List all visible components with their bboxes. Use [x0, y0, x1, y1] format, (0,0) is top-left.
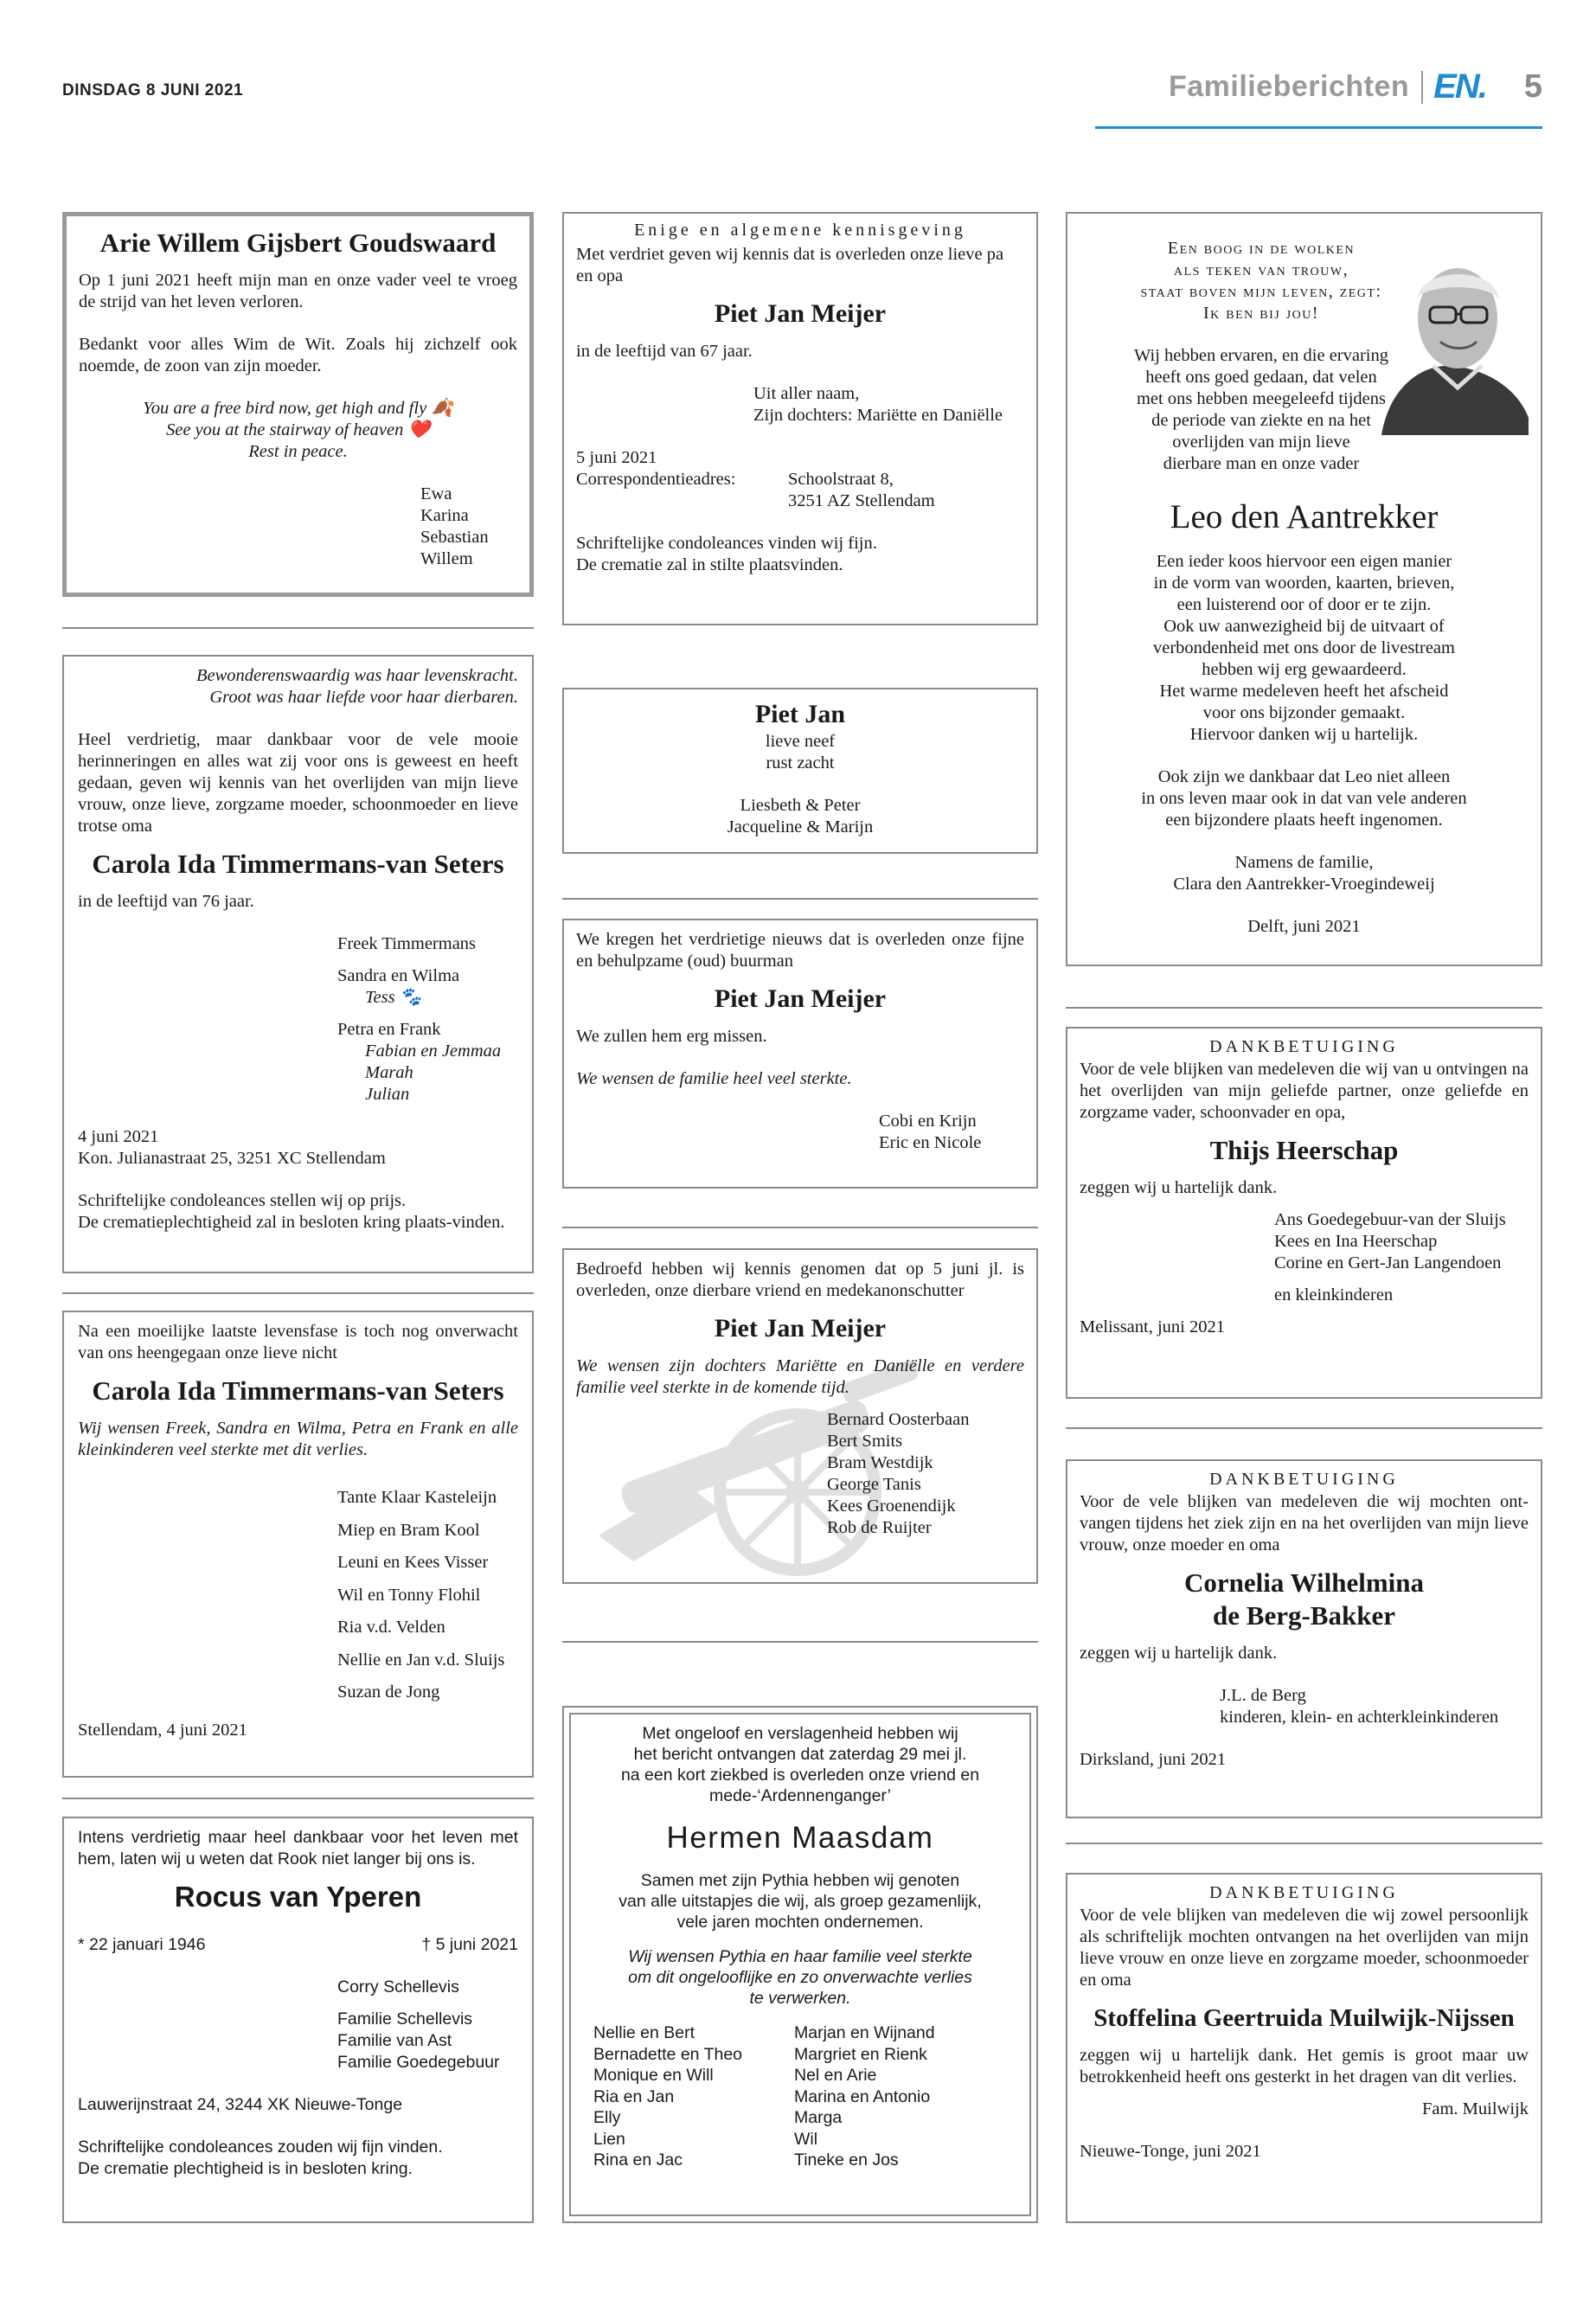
quote-line: You are a free bird now, get high and fly 🍂 — [143, 399, 453, 418]
wish-text: Wij wensen Freek, Sandra en Wilma, Petra en Frank en alle kleinkinderen veel sterkte met dit verlies. — [78, 1419, 518, 1459]
notice-text: in ons leven maar ook in dat van vele anderen — [1141, 789, 1467, 808]
notice-muilwijk — [1066, 1873, 1542, 2223]
motto-line: Bewonderenswaardig was haar levenskracht. — [196, 666, 518, 685]
signer: Familie Schellevis — [337, 2009, 473, 2029]
birth-date: * 22 januari 1946 — [78, 1935, 206, 1954]
signer: Namens de familie, — [1234, 853, 1374, 872]
notice-text: Een ieder koos hiervoor een eigen manier — [1156, 552, 1452, 571]
column-rule — [562, 1227, 1038, 1228]
signer: Wil — [794, 2129, 818, 2149]
signer: Familie van Ast — [337, 2031, 452, 2050]
signer: Sandra en Wilma — [337, 966, 460, 985]
signer: Lien — [593, 2129, 625, 2149]
signer: Marina en Antonio — [794, 2086, 931, 2106]
signer: kinderen, klein- en achterkleinkinderen — [1220, 1708, 1499, 1727]
signer: Freek Timmermans — [337, 934, 477, 953]
deceased-name: Stoffelina Geertruida Muilwijk-Nijssen — [1093, 2004, 1515, 2032]
signer: Corry Schellevis — [337, 1977, 459, 1997]
signer: Sebastian — [420, 528, 489, 547]
signer: Nel en Arie — [794, 2066, 877, 2085]
notice-timmermans-family — [62, 655, 534, 1273]
issue-date: DINSDAG 8 JUNI 2021 — [62, 81, 244, 99]
place-date: Dirksland, juni 2021 — [1080, 1750, 1227, 1769]
column-rule — [62, 1292, 534, 1294]
notice-text: zeggen wij u hartelijk dank. — [1080, 1178, 1278, 1197]
signer: Miep en Bram Kool — [337, 1520, 480, 1540]
notice-heading: Enige en algemene kennisgeving — [634, 221, 966, 240]
signer: Tante Klaar Kasteleijn — [337, 1488, 497, 1507]
notice-text: van alle uitstapjes die wij, als groep gezamenlijk, — [619, 1892, 982, 1911]
notice-text: De crematie zal in stilte plaatsvinden. — [576, 555, 843, 574]
signer: Ans Goedegebuur-van der Sluijs — [1274, 1210, 1506, 1229]
address: Lauwerijnstraat 24, 3244 XK Nieuwe-Tonge — [78, 2095, 403, 2114]
signer: Bert Smits — [827, 1432, 903, 1451]
notice-text: De crematie plechtigheid is in besloten kring. — [78, 2159, 413, 2178]
notice-text: in de vorm van woorden, kaarten, brieven, — [1153, 574, 1455, 593]
notice-heading: DANKBETUIGING — [1209, 1037, 1399, 1056]
notice-aantrekker — [1066, 212, 1542, 966]
notice-text: verbondenheid met ons door de livestream — [1153, 638, 1455, 657]
notice-text: lieve neef — [765, 732, 836, 751]
notice-text: Voor de vele blijken van medeleven die wij mochten ont-vangen tijdens het ziek zijn en na het overlijden van mijn lieve vrouw, onze moeder en oma — [1080, 1492, 1529, 1554]
section-title: Familieberichten — [1168, 70, 1410, 103]
place-date: Delft, juni 2021 — [1247, 917, 1361, 936]
notice-text: na een kort ziekbed is overleden onze vriend en — [620, 1766, 980, 1785]
signer: Monique en Will — [593, 2066, 714, 2085]
notice-text: Bedroefd hebben wij kennis genomen dat op 5 juni jl. is overleden, onze dierbare vriend en medekanonschutter — [576, 1259, 1024, 1300]
signer: Corine en Gert-Jan Langendoen — [1274, 1253, 1502, 1272]
deceased-name: Piet Jan Meijer — [714, 984, 887, 1013]
notice-text: een luisterend oor of door er te zijn. — [1176, 595, 1432, 614]
portrait-photo — [1364, 236, 1529, 435]
notice-text: Op 1 juni 2021 heeft mijn man en onze vader veel te vroeg de strijd van het leven verloren. — [79, 271, 517, 311]
column-rule — [62, 1798, 534, 1799]
notice-text: vele jaren mochten ondernemen. — [676, 1913, 924, 1932]
notice-text: De crematieplechtigheid zal in besloten kring plaats-vinden. — [78, 1213, 505, 1232]
signer: George Tanis — [827, 1475, 921, 1494]
place-date: Nieuwe-Tonge, juni 2021 — [1080, 2142, 1261, 2161]
wish-text: We wensen de familie heel veel sterkte. — [576, 1069, 852, 1088]
notice-text: rust zacht — [766, 753, 835, 772]
age-line: in de leeftijd van 67 jaar. — [576, 342, 753, 361]
en-logo: EN. — [1433, 67, 1486, 106]
signer: Cobi en Krijn — [879, 1112, 977, 1131]
address: Schoolstraat 8, — [788, 470, 894, 489]
signer: Uit aller naam, — [753, 384, 860, 403]
notice-date: 4 juni 2021 — [78, 1127, 159, 1146]
notice-timmermans-niece — [62, 1311, 534, 1778]
deceased-name: Piet Jan — [754, 700, 846, 728]
page-header — [1169, 67, 1542, 106]
signer: Margriet en Rienk — [794, 2044, 927, 2064]
notice-text: mede-‘Ardennenganger’ — [709, 1786, 891, 1805]
notice-piet-jan-nephew — [562, 688, 1038, 854]
column-rule — [62, 627, 534, 629]
signer: Petra en Frank — [337, 1020, 441, 1039]
signer: Elly — [593, 2108, 621, 2127]
signer: J.L. de Berg — [1220, 1686, 1306, 1705]
notice-text: Heel verdrietig, maar dankbaar voor de vele mooie herinneringen en alles wat zij voor ons is geweest en heeft gedaan, geven wij kennis van het overlijden van mijn lieve vrouw, onze lieve, zorgzame moeder, schoonmoeder en lieve trotse oma — [78, 730, 518, 836]
signer: Liesbeth & Peter — [740, 796, 861, 815]
notice-text: een bijzondere plaats heeft ingenomen. — [1165, 811, 1443, 830]
signer: Wil en Tonny Flohil — [337, 1585, 481, 1605]
notice-text: zeggen wij u hartelijk dank. Het gemis is groot maar uw betrokkenheid heeft ons gesterkt in het dragen van dit verlies. — [1080, 2046, 1529, 2086]
notice-text: Schriftelijke condoleances zouden wij fijn vinden. — [78, 2138, 443, 2157]
notice-meijer-kanonschutters — [562, 1248, 1038, 1584]
column-rule — [1066, 1007, 1542, 1009]
signer: Suzan de Jong — [337, 1682, 440, 1702]
header-rule — [1095, 126, 1542, 129]
signer: Kees en Ina Heerschap — [1274, 1232, 1438, 1251]
notice-text: Hiervoor danken wij u hartelijk. — [1189, 725, 1419, 744]
deceased-name: Cornelia Wilhelmina — [1183, 1567, 1425, 1598]
signer: Ria en Jan — [593, 2086, 675, 2106]
poem-line: staat boven mijn leven, zegt: — [1140, 282, 1382, 301]
signer: Nellie en Jan v.d. Sluijs — [337, 1650, 505, 1670]
notice-text: de periode van ziekte en na het — [1151, 411, 1371, 430]
notice-yperen — [62, 1817, 534, 2223]
notice-text: Ook uw aanwezigheid bij de uitvaart of — [1163, 617, 1445, 636]
place-date: Stellendam, 4 juni 2021 — [78, 1720, 247, 1740]
signer: Marjan en Wijnand — [794, 2023, 935, 2042]
signer: Jacqueline & Marijn — [727, 817, 874, 836]
notice-text: dierbare man en onze vader — [1163, 454, 1360, 473]
notice-text: Het warme medeleven heeft het afscheid — [1159, 682, 1449, 701]
signer: Bernadette en Theo — [593, 2044, 743, 2064]
signer: Familie Goedegebuur — [337, 2053, 500, 2072]
grandchild: Tess 🐾 — [365, 988, 422, 1007]
column-rule — [562, 898, 1038, 900]
signer: Eric en Nicole — [879, 1133, 982, 1152]
wish-text: We wensen zijn dochters Mariëtte en Daniëlle en verdere familie veel sterkte in de komende tijd. — [576, 1356, 1024, 1397]
signer: Rob de Ruijter — [827, 1518, 932, 1537]
notice-text: heeft ons goed gedaan, dat velen — [1145, 368, 1377, 387]
signer: Bernard Oosterbaan — [827, 1410, 970, 1429]
notice-text: Met verdriet geven wij kennis dat is overleden onze lieve pa en opa — [576, 245, 1004, 285]
address: 3251 AZ Stellendam — [788, 491, 935, 510]
notice-text: We kregen het verdrietige nieuws dat is overleden onze fijne en behulpzame (oud) buurman — [576, 930, 1024, 971]
deceased-name: Piet Jan Meijer — [714, 1314, 887, 1343]
signer: Nellie en Bert — [593, 2023, 695, 2042]
poem-line: Ik ben bij jou! — [1202, 304, 1320, 323]
grandchild: Fabian en Jemmaa — [365, 1042, 502, 1061]
wish-text: te verwerken. — [749, 1989, 851, 2008]
deceased-name: Arie Willem Gijsbert Goudswaard — [99, 228, 497, 258]
notice-text: Schriftelijke condoleances vinden wij fijn. — [576, 534, 877, 553]
quote-line: Rest in peace. — [248, 442, 348, 461]
signer: Kees Groenendijk — [827, 1497, 956, 1516]
signer: Willem — [420, 549, 473, 568]
notice-text: Samen met zijn Pythia hebben wij genoten — [640, 1871, 960, 1890]
signer: Marga — [794, 2108, 843, 2127]
notice-de-berg — [1066, 1459, 1542, 1818]
signer: Clara den Aantrekker-Vroegindeweij — [1173, 875, 1435, 894]
notice-text: Voor de vele blijken van medeleven die wij zowel persoonlijk als schriftelijk mochten ontvangen na het overlijden van mijn lieve vrouw en onze lieve en zorgzame moeder, schoonmoeder en oma — [1080, 1906, 1529, 1990]
notice-meijer-family — [562, 212, 1038, 625]
age-line: in de leeftijd van 76 jaar. — [78, 892, 254, 911]
notice-text: voor ons bijzonder gemaakt. — [1202, 703, 1406, 722]
deceased-name: de Berg-Bakker — [1213, 1600, 1395, 1631]
death-date: † 5 juni 2021 — [421, 1935, 518, 1954]
deceased-name: Leo den Aantrekker — [1170, 498, 1439, 535]
notice-heading: DANKBETUIGING — [1209, 1883, 1399, 1902]
header-divider — [1421, 71, 1423, 104]
poem-line: als teken van trouw, — [1173, 260, 1349, 279]
notice-text: het bericht ontvangen dat zaterdag 29 mei jl. — [633, 1745, 967, 1764]
notice-goudswaard — [62, 212, 534, 597]
notice-text: met ons hebben meegeleefd tijdens — [1136, 389, 1387, 408]
poem-line: Een boog in de wolken — [1167, 239, 1356, 258]
deceased-name: Hermen Maasdam — [666, 1821, 934, 1855]
place-date: Melissant, juni 2021 — [1080, 1317, 1225, 1336]
wish-text: Wij wensen Pythia en haar familie veel sterkte — [628, 1947, 972, 1966]
signer: Bram Westdijk — [827, 1453, 933, 1472]
signer: Fam. Muilwijk — [1421, 2099, 1529, 2118]
deceased-name: Carola Ida Timmermans-van Seters — [92, 1375, 504, 1406]
notice-text: Wij hebben ervaren, en die ervaring — [1133, 346, 1388, 365]
column-rule — [1066, 1843, 1542, 1844]
column-rule — [1066, 1427, 1542, 1429]
grandchild: Marah — [365, 1063, 413, 1082]
deceased-name: Piet Jan Meijer — [714, 299, 887, 328]
grandchild: Julian — [365, 1085, 410, 1104]
quote-line: See you at the stairway of heaven ❤️ — [165, 420, 431, 439]
notice-date: 5 juni 2021 — [576, 448, 657, 467]
deceased-name: Thijs Heerschap — [1209, 1135, 1399, 1165]
page-number: 5 — [1523, 68, 1542, 105]
signer: Rina en Jac — [593, 2150, 683, 2170]
column-rule — [562, 1641, 1038, 1643]
signer: Ewa — [420, 484, 452, 503]
notice-heading: DANKBETUIGING — [1209, 1470, 1399, 1489]
deceased-name: Carola Ida Timmermans-van Seters — [92, 849, 504, 879]
signer: Karina — [420, 506, 469, 525]
notice-text: Schriftelijke condoleances stellen wij op prijs. — [78, 1191, 407, 1210]
wish-text: om dit ongelooflijke en zo onverwachte verlies — [628, 1968, 972, 1987]
notice-text: We zullen hem erg missen. — [576, 1027, 767, 1046]
signer: en kleinkinderen — [1274, 1285, 1394, 1304]
address: Kon. Julianastraat 25, 3251 XC Stellendam — [78, 1149, 386, 1168]
signer: Tineke en Jos — [794, 2150, 899, 2170]
notice-maasdam — [562, 1706, 1038, 2223]
notice-text: hebben wij erg gewaardeerd. — [1202, 660, 1407, 679]
notice-text: Voor de vele blijken van medeleven die wij van u ontvingen na het overlijden van mijn geliefde partner, onze geliefde en zorgzame vader, schoonvader en opa, — [1080, 1060, 1529, 1122]
notice-heerschap — [1066, 1027, 1542, 1399]
notice-text: Met ongeloof en verslagenheid hebben wij — [642, 1724, 958, 1743]
notice-text: Ook zijn we dankbaar dat Leo niet alleen — [1157, 767, 1451, 786]
address-label: Correspondentieadres: — [576, 470, 736, 489]
notice-text: overlijden van mijn lieve — [1172, 433, 1350, 452]
motto-line: Groot was haar liefde voor haar dierbaren. — [209, 688, 518, 707]
deceased-name: Rocus van Yperen — [174, 1881, 422, 1913]
notice-text: Bedankt voor alles Wim de Wit. Zoals hij zichzelf ook noemde, de zoon van zijn moeder. — [79, 335, 517, 375]
signer: Leuni en Kees Visser — [337, 1553, 489, 1572]
notice-text: Na een moeilijke laatste levensfase is toch nog onverwacht van ons heengegaan onze lieve nicht — [78, 1322, 518, 1362]
notice-text: Intens verdrietig maar heel dankbaar voor het leven met hem, laten wij u weten dat Rook niet langer bij ons is. — [78, 1828, 518, 1868]
signer: Ria v.d. Velden — [337, 1618, 445, 1637]
notice-text: zeggen wij u hartelijk dank. — [1080, 1644, 1278, 1663]
signer: Zijn dochters: Mariëtte en Daniëlle — [753, 406, 1003, 425]
notice-meijer-neighbours — [562, 919, 1038, 1189]
